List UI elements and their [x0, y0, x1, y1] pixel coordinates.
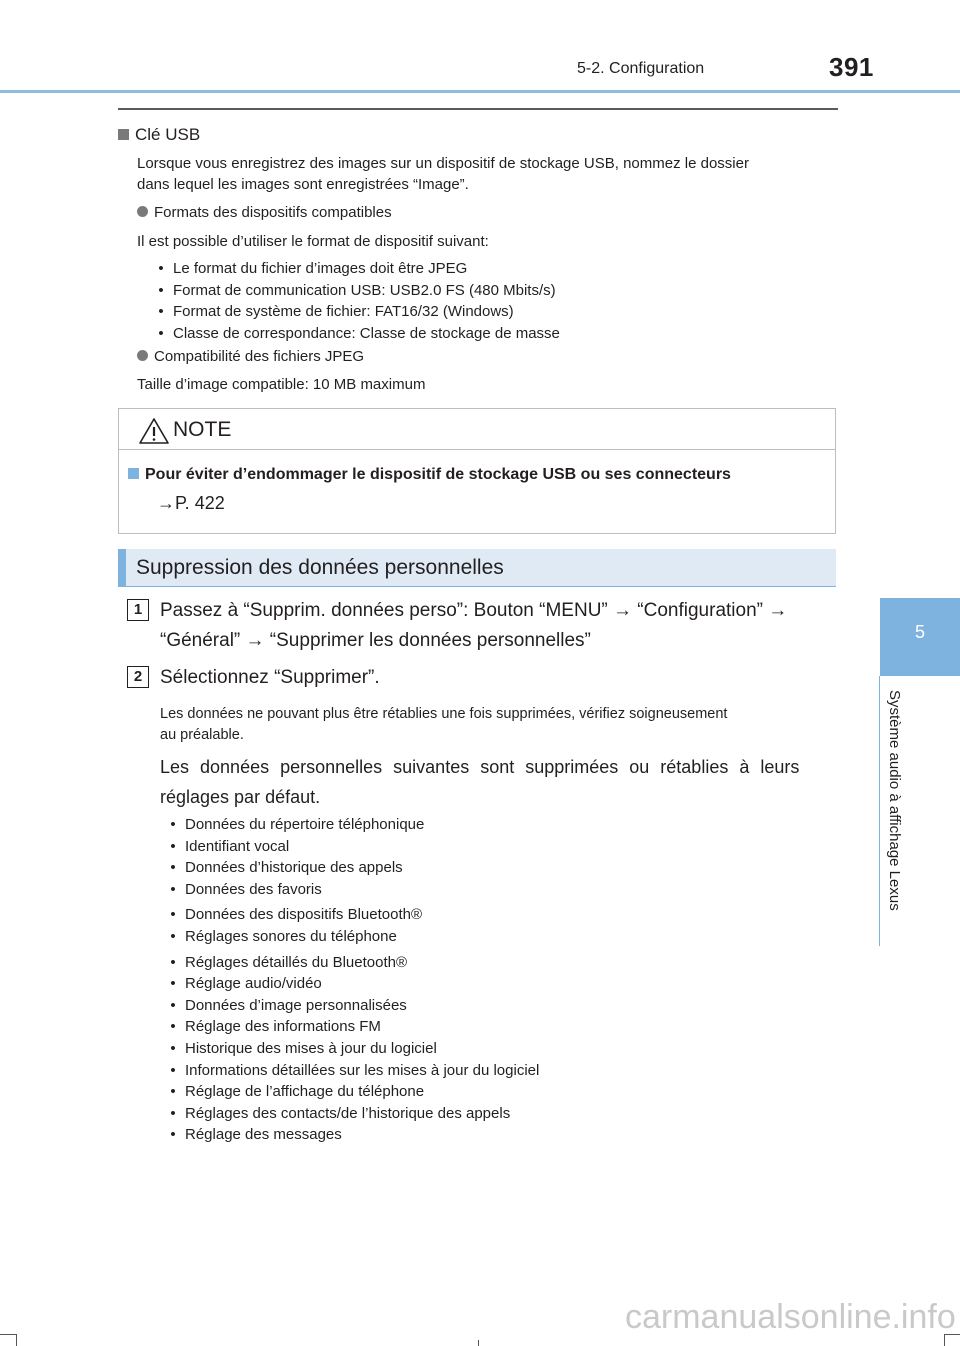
chapter-number: 5: [914, 622, 925, 642]
warning-triangle-icon: [138, 417, 170, 445]
section-header-accent: [118, 549, 126, 587]
jpeg-heading: [137, 346, 364, 367]
warning-line-2: au préalable.: [160, 727, 244, 743]
list-item: • Format de communication USB: USB2.0 FS (480 Mbits/s): [158, 281, 556, 299]
jpeg-heading-text: Compatibilité des fichiers JPEG: [154, 348, 365, 365]
note-divider: [118, 449, 836, 450]
note-item-text: Pour éviter d’endommager le dispositif de stockage USB ou ses connecteurs: [145, 466, 731, 483]
lead-line-1: Les données personnelles suivantes sont supprimées ou rétablies à leurs: [160, 757, 800, 777]
page-reference-link[interactable]: →P. 422: [157, 493, 225, 513]
list-item: • Réglage des informations FM: [170, 1018, 381, 1036]
circle-bullet-icon: [137, 206, 148, 217]
list-item: • Identifiant vocal: [170, 837, 290, 855]
list-item: • Le format du fichier d’images doit être JPEG: [158, 260, 468, 277]
step-1-line-2: “Général” → “Supprimer les données personnelles”: [160, 630, 591, 651]
list-item: • Réglages sonores du téléphone: [170, 927, 397, 945]
list-item: • Réglages des contacts/de l’historique des appels: [170, 1104, 511, 1122]
formats-heading: [137, 202, 392, 223]
chapter-title-text: Système audio à affichage Lexus: [886, 690, 903, 911]
list-item: • Données d’historique des appels: [170, 859, 403, 877]
list-item: • Format de système de fichier: FAT16/32 (Windows): [158, 303, 514, 321]
personal-data-list: [161, 814, 539, 1146]
lead-line-2: réglages par défaut.: [160, 787, 321, 807]
list-item: • Données du répertoire téléphonique: [170, 816, 425, 833]
watermark: carmanualsonline.info: [625, 1298, 956, 1336]
square-bullet-icon: [118, 129, 129, 140]
section-title: Suppression des données personnelles: [136, 556, 504, 579]
jpeg-text: Taille d’image compatible: 10 MB maximum: [137, 376, 426, 393]
formats-intro: Il est possible d’utiliser le format de dispositif suivant:: [137, 233, 489, 250]
list-item: • Réglage de l’affichage du téléphone: [170, 1083, 425, 1101]
list-item: • Réglage des messages: [170, 1126, 342, 1144]
usb-intro-1: Lorsque vous enregistrez des images sur un dispositif de stockage USB, nommez le dossier: [137, 155, 749, 172]
note-title: NOTE: [173, 418, 232, 441]
section-header-underline: [118, 586, 836, 587]
list-item: • Informations détaillées sur les mises à jour du logiciel: [170, 1061, 540, 1079]
chapter-title: [886, 690, 908, 935]
list-item: • Données des favoris: [170, 880, 322, 898]
square-bullet-icon: [128, 468, 139, 479]
circle-bullet-icon: [137, 350, 148, 361]
list-item: • Réglages détaillés du Bluetooth®: [170, 953, 408, 971]
list-item: • Réglage audio/vidéo: [170, 975, 322, 993]
list-item: • Données d’image personnalisées: [170, 996, 407, 1014]
header-accent-bar: [0, 90, 960, 93]
formats-heading-text: Formats des dispositifs compatibles: [154, 204, 392, 221]
usb-intro-2: dans lequel les images sont enregistrées “Image”.: [137, 176, 469, 193]
list-item: • Historique des mises à jour du logiciel: [170, 1039, 437, 1057]
formats-list: [149, 258, 560, 344]
crop-mark: [0, 1334, 16, 1335]
crop-mark: [478, 1340, 479, 1346]
page-number: 391: [829, 52, 874, 82]
step-number-badge: 1: [127, 599, 149, 621]
warning-line-1: Les données ne pouvant plus être rétablies une fois supprimées, vérifiez soigneusement: [160, 706, 728, 722]
list-item: • Classe de correspondance: Classe de stockage de masse: [158, 324, 560, 342]
step-2-line-1: Sélectionnez “Supprimer”.: [160, 667, 380, 688]
section-breadcrumb: 5-2. Configuration: [577, 60, 705, 77]
crop-mark: [16, 1334, 17, 1346]
note-item: [128, 466, 731, 484]
usb-heading-text: Clé USB: [135, 125, 201, 144]
step-1-line-1: Passez à “Supprim. données perso”: Bouton “MENU” → “Configuration” →: [160, 600, 788, 621]
list-item: • Données des dispositifs Bluetooth®: [170, 906, 423, 924]
header-divider: [118, 108, 838, 110]
chapter-tab-line: [879, 676, 880, 946]
usb-heading: [118, 124, 200, 146]
step-number-badge: 2: [127, 666, 149, 688]
